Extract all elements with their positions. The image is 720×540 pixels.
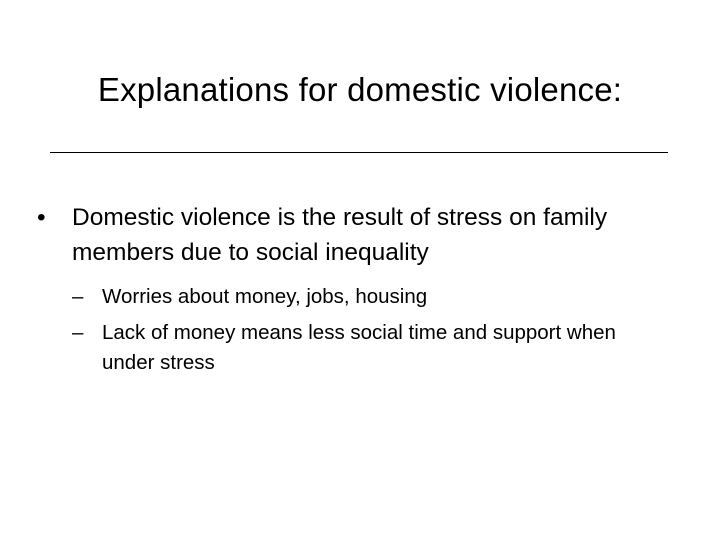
sub-bullet-text: Worries about money, jobs, housing: [102, 285, 428, 308]
bullet-list: [37, 200, 697, 384]
sub-bullet-marker: –: [72, 321, 84, 344]
sub-bullet-list: [72, 282, 697, 378]
bullet-text: Domestic violence is the result of stress on family members due to social inequality: [72, 204, 608, 266]
bullet-item: [37, 200, 697, 378]
sub-bullet-marker: –: [72, 285, 84, 308]
sub-bullet-item: [72, 318, 697, 378]
sub-bullet-item: [72, 282, 697, 312]
title-underline: [50, 152, 668, 153]
bullet-marker: •: [37, 204, 46, 231]
slide-title: Explanations for domestic violence:: [97, 71, 623, 108]
sub-bullet-text: Lack of money means less social time and support when under stress: [102, 321, 616, 374]
